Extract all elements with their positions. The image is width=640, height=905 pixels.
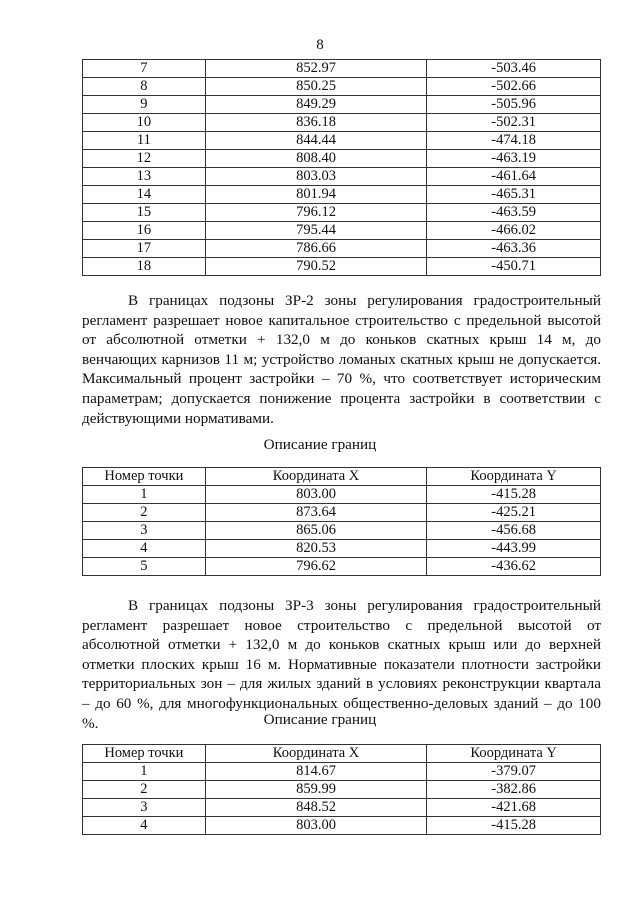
point-number: 2 [83,781,206,799]
coord-x: 795.44 [205,222,427,240]
point-number: 11 [83,132,206,150]
coord-y: -463.19 [427,150,601,168]
table-row [83,78,601,96]
point-number: 13 [83,168,206,186]
coord-x: 790.52 [205,258,427,276]
point-number: 15 [83,204,206,222]
coord-x: 796.62 [205,558,427,576]
coord-x: 801.94 [205,186,427,204]
page-number: 8 [316,37,324,53]
point-number: 9 [83,96,206,114]
point-number: 4 [83,817,206,835]
coord-x: 873.64 [205,504,427,522]
point-number: 3 [83,799,206,817]
coord-y: -463.36 [427,240,601,258]
point-number: 5 [83,558,206,576]
table-row [83,204,601,222]
coord-x: 849.29 [205,96,427,114]
coord-x: 786.66 [205,240,427,258]
point-number: 16 [83,222,206,240]
coord-y: -450.71 [427,258,601,276]
coord-y: -415.28 [427,486,601,504]
table-row [83,258,601,276]
coord-x: 803.00 [205,817,427,835]
coord-x: 852.97 [205,60,427,78]
point-number: 14 [83,186,206,204]
table-row [83,168,601,186]
point-number: 12 [83,150,206,168]
coord-y: -456.68 [427,522,601,540]
point-number: 7 [83,60,206,78]
coord-x: 808.40 [205,150,427,168]
point-number: 18 [83,258,206,276]
point-number: 17 [83,240,206,258]
coord-x: 836.18 [205,114,427,132]
coord-y: -463.59 [427,204,601,222]
table-row [83,222,601,240]
coord-x: 820.53 [205,540,427,558]
coord-y: -415.28 [427,817,601,835]
table-row [83,817,601,835]
table-row [83,522,601,540]
table-row [83,240,601,258]
caption-zr2: Описание границ [263,436,377,453]
coord-x: 859.99 [205,781,427,799]
caption-zr3: Описание границ [263,711,377,728]
table-row [83,781,601,799]
point-number: 8 [83,78,206,96]
header-coord-x: Координата X [205,745,427,763]
table-row [83,799,601,817]
coord-x: 848.52 [205,799,427,817]
point-number: 4 [83,540,206,558]
coord-x: 814.67 [205,763,427,781]
table-row [83,186,601,204]
table-row [83,60,601,78]
point-number: 10 [83,114,206,132]
point-number: 2 [83,504,206,522]
coord-y: -474.18 [427,132,601,150]
coord-y: -502.31 [427,114,601,132]
header-coord-y: Координата Y [427,468,601,486]
coord-y: -461.64 [427,168,601,186]
coord-y: -505.96 [427,96,601,114]
coord-y: -465.31 [427,186,601,204]
table-row [83,486,601,504]
coord-y: -503.46 [427,60,601,78]
coord-y: -466.02 [427,222,601,240]
point-number: 3 [83,522,206,540]
coord-x: 865.06 [205,522,427,540]
coord-y: -425.21 [427,504,601,522]
coord-x: 796.12 [205,204,427,222]
table-row [83,96,601,114]
boundary-table-continued [82,59,601,276]
table-row [83,132,601,150]
table-row [83,763,601,781]
coord-y: -379.07 [427,763,601,781]
boundary-table-zr3 [82,744,601,835]
coord-y: -382.86 [427,781,601,799]
header-point-number: Номер точки [83,468,206,486]
coord-y: -436.62 [427,558,601,576]
table-row [83,504,601,522]
paragraph-zr2: В границах подзоны ЗР-2 зоны регулирования градостроительный регламент разрешает новое капитальное строительство с предельной высотой от абсолютной отметки + 132,0 м до коньков скатных крыш 14 м, до венчающих карнизов 11 м; устройство ломаных скатных крыш не допускается. Максимальный процент застройки – 70 %, что соответствует историческим параметрам; допускается понижение процента застройки в соответствии с действующими нормативами. [82,292,601,427]
header-coord-y: Координата Y [427,745,601,763]
point-number: 1 [83,486,206,504]
table-row [83,558,601,576]
table-header-row [83,745,601,763]
coord-x: 850.25 [205,78,427,96]
coord-x: 844.44 [205,132,427,150]
coord-y: -502.66 [427,78,601,96]
table-row [83,150,601,168]
boundary-table-zr2 [82,467,601,576]
table-row [83,540,601,558]
coord-x: 803.03 [205,168,427,186]
header-coord-x: Координата X [205,468,427,486]
point-number: 1 [83,763,206,781]
coord-y: -443.99 [427,540,601,558]
coord-x: 803.00 [205,486,427,504]
header-point-number: Номер точки [83,745,206,763]
paragraph-zr3: В границах подзоны ЗР-3 зоны регулирования градостроительный регламент разрешает новое строительство с предельной высотой от абсолютной отметки + 132,0 м до коньков скатных крыш или до верхней отметки плоских крыш 16 м. Нормативные показатели плотности застройки территориальных зон – для жилых зданий в условиях реконструкции квартала – до 60 %, для многофункциональных общественно-деловых зданий – до 100 %. [82,597,601,732]
table-header-row [83,468,601,486]
coord-y: -421.68 [427,799,601,817]
table-row [83,114,601,132]
